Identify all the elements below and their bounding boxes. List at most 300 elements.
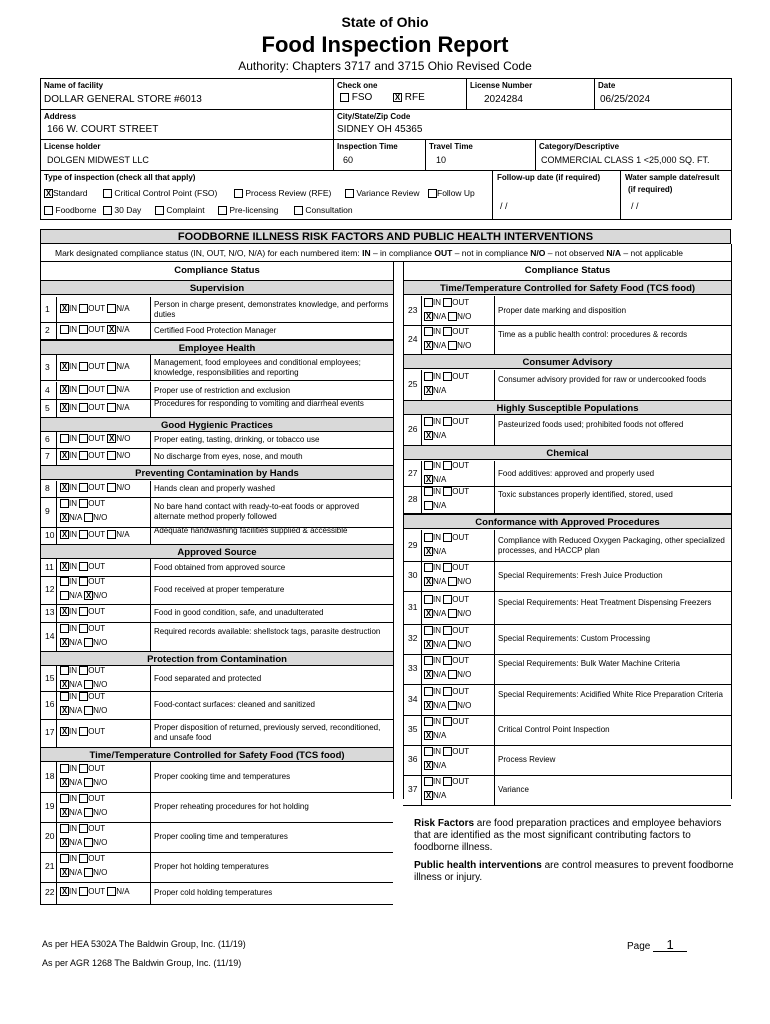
ccp-checkbox[interactable] xyxy=(103,189,112,198)
left-section-supervision: Supervision xyxy=(41,280,393,295)
item-36-in-checkbox[interactable] xyxy=(424,747,433,756)
item-35-description: Critical Control Point Inspection xyxy=(498,725,610,734)
item-3-out-label: OUT xyxy=(88,361,105,371)
item-6-in-checkbox[interactable] xyxy=(60,434,69,443)
item-17-out-label: OUT xyxy=(88,727,106,736)
item-16-description: Food-contact surfaces: cleaned and sanitized xyxy=(154,700,315,709)
left-section-approved: Approved Source xyxy=(41,544,393,559)
item-4-out-checkbox[interactable] xyxy=(79,385,88,394)
item-23-no-label: N/O xyxy=(457,311,472,321)
item-7-status xyxy=(60,451,130,460)
type-standard[interactable] xyxy=(44,188,88,198)
item-12-no-checkbox[interactable]: X xyxy=(85,591,92,601)
item-14-na-checkbox[interactable]: X xyxy=(61,637,68,647)
item-11-in-checkbox[interactable]: X xyxy=(61,561,68,571)
item-13-out-checkbox[interactable] xyxy=(79,607,88,616)
item-9-out-label: OUT xyxy=(88,499,106,508)
process-checkbox[interactable] xyxy=(234,189,243,198)
item-13-out-label: OUT xyxy=(88,607,106,616)
item-21-no-checkbox[interactable] xyxy=(84,868,93,877)
item-33-no-checkbox[interactable] xyxy=(448,670,457,679)
instr-out: OUT xyxy=(434,248,453,258)
item-10-na-checkbox[interactable] xyxy=(107,530,116,539)
item-25-in-checkbox[interactable] xyxy=(424,372,433,381)
item-28-description: Toxic substances properly identified, stored, used xyxy=(498,489,673,499)
type-follow[interactable] xyxy=(428,188,475,198)
type-complaint[interactable] xyxy=(155,205,205,215)
item-13-in-label: IN xyxy=(69,607,77,616)
risk-factors-note xyxy=(414,818,734,854)
item-24-no-checkbox[interactable] xyxy=(448,341,457,350)
item-14-status-1 xyxy=(60,624,105,633)
item-9-out-checkbox[interactable] xyxy=(79,499,88,508)
item-36-na-checkbox[interactable]: X xyxy=(425,761,432,771)
follow-checkbox[interactable] xyxy=(428,189,437,198)
item-37-number: 37 xyxy=(408,784,418,794)
item-16-na-checkbox[interactable]: X xyxy=(61,706,68,716)
item-18-no-checkbox[interactable] xyxy=(84,778,93,787)
item-29-in-checkbox[interactable] xyxy=(424,533,433,542)
item-14-in-checkbox[interactable] xyxy=(60,624,69,633)
item-24-description: Time as a public health control: procedures & records xyxy=(498,329,688,339)
license-label: License Number xyxy=(470,81,533,90)
process-label: Process Review (RFE) xyxy=(245,188,332,198)
item-33-no-label: N/O xyxy=(457,670,472,679)
item-6-status xyxy=(60,434,130,443)
item-10-status xyxy=(60,530,130,539)
item-13-in-checkbox[interactable]: X xyxy=(61,607,68,617)
item-29-out-label: OUT xyxy=(452,532,470,542)
item-25-out-checkbox[interactable] xyxy=(443,372,452,381)
item-24-na-checkbox[interactable]: X xyxy=(425,340,432,350)
item-36-out-checkbox[interactable] xyxy=(443,747,452,756)
fso-option[interactable] xyxy=(340,92,372,103)
date-value: 06/25/2024 xyxy=(600,94,651,105)
facility-label: Name of facility xyxy=(44,81,104,90)
travel-time-label: Travel Time xyxy=(429,142,473,151)
item-19-out-checkbox[interactable] xyxy=(79,794,88,803)
fso-checkbox[interactable] xyxy=(340,93,349,102)
item-1-na-checkbox[interactable] xyxy=(107,304,116,313)
item-6-in-label: IN xyxy=(69,434,77,443)
item-14-out-checkbox[interactable] xyxy=(79,624,88,633)
item-23-status-1 xyxy=(424,298,469,307)
item-10-in-checkbox[interactable]: X xyxy=(61,529,68,539)
item-1-in-checkbox[interactable]: X xyxy=(61,303,68,313)
thirty-checkbox[interactable] xyxy=(103,206,112,215)
follow-label: Follow Up xyxy=(437,188,475,198)
item-25-na-checkbox[interactable]: X xyxy=(425,386,432,396)
item-2-in-label: IN xyxy=(69,324,77,334)
item-14-no-label: N/O xyxy=(93,637,108,647)
item-18-out-label: OUT xyxy=(88,764,106,773)
item-16-status-2 xyxy=(60,706,107,715)
item-15-out-checkbox[interactable] xyxy=(79,666,88,675)
rfe-checkbox[interactable]: X xyxy=(394,92,401,102)
holder-value: DOLGEN MIDWEST LLC xyxy=(47,155,149,165)
item-12-out-checkbox[interactable] xyxy=(79,577,88,586)
complaint-label: Complaint xyxy=(166,205,205,215)
item-32-out-label: OUT xyxy=(452,626,470,635)
ph-bold: Public health interventions xyxy=(414,860,542,871)
item-25-in-label: IN xyxy=(433,372,441,381)
item-8-no-checkbox[interactable] xyxy=(107,483,116,492)
item-12-status-2 xyxy=(60,591,107,600)
item-25-out-label: OUT xyxy=(452,372,470,381)
item-9-no-checkbox[interactable] xyxy=(84,513,93,522)
item-27-number: 27 xyxy=(408,467,418,478)
item-19-no-checkbox[interactable] xyxy=(84,808,93,817)
item-26-number: 26 xyxy=(408,424,418,434)
item-20-no-checkbox[interactable] xyxy=(84,838,93,847)
type-30day[interactable] xyxy=(103,205,141,215)
item-23-na-label: N/A xyxy=(433,311,446,321)
item-15-no-checkbox[interactable] xyxy=(84,680,93,689)
footer-line-2: As per AGR 1268 The Baldwin Group, Inc. (11/19) xyxy=(42,958,242,968)
item-28-out-checkbox[interactable] xyxy=(443,487,452,496)
item-24-na-label: N/A xyxy=(433,340,446,350)
item-22-na-checkbox[interactable] xyxy=(107,887,116,896)
item-32-in-checkbox[interactable] xyxy=(424,626,433,635)
left-section-preventing: Preventing Contamination by Hands xyxy=(41,465,393,480)
item-30-out-checkbox[interactable] xyxy=(443,563,452,572)
item-31-in-label: IN xyxy=(433,594,441,604)
item-31-in-checkbox[interactable] xyxy=(424,595,433,604)
item-9-na-checkbox[interactable]: X xyxy=(61,513,68,523)
item-35-in-checkbox[interactable] xyxy=(424,717,433,726)
footer-line-1: As per HEA 5302A The Baldwin Group, Inc. (11/19) xyxy=(42,939,246,949)
item-32-status-1 xyxy=(424,626,469,635)
item-16-out-label: OUT xyxy=(88,692,106,701)
item-33-na-checkbox[interactable]: X xyxy=(425,670,432,680)
page-label: Page xyxy=(627,941,651,952)
item-8-in-checkbox[interactable]: X xyxy=(61,483,68,493)
item-18-na-label: N/A xyxy=(69,778,82,787)
item-20-in-checkbox[interactable] xyxy=(60,824,69,833)
item-32-no-checkbox[interactable] xyxy=(448,640,457,649)
item-20-out-checkbox[interactable] xyxy=(79,824,88,833)
item-37-out-checkbox[interactable] xyxy=(443,777,452,786)
item-25-description: Consumer advisory provided for raw or undercooked foods xyxy=(498,375,707,384)
item-3-na-checkbox[interactable] xyxy=(107,362,116,371)
item-16-in-checkbox[interactable] xyxy=(60,692,69,701)
item-21-in-checkbox[interactable] xyxy=(60,854,69,863)
item-15-na-checkbox[interactable]: X xyxy=(61,679,68,689)
item-32-out-checkbox[interactable] xyxy=(443,626,452,635)
item-30-status-2 xyxy=(424,577,471,586)
type-consultation[interactable] xyxy=(294,205,353,215)
item-34-na-checkbox[interactable]: X xyxy=(425,700,432,710)
item-30-in-label: IN xyxy=(433,563,441,572)
item-3-number: 3 xyxy=(45,361,50,372)
public-health-note xyxy=(414,860,734,884)
item-12-in-label: IN xyxy=(69,577,77,586)
type-prelicensing[interactable] xyxy=(218,205,279,215)
variance-label: Variance Review xyxy=(356,188,420,198)
item-22-out-checkbox[interactable] xyxy=(79,887,88,896)
rfe-label: RFE xyxy=(404,92,425,103)
prelic-checkbox[interactable] xyxy=(218,206,227,215)
item-17-out-checkbox[interactable] xyxy=(79,727,88,736)
item-32-na-label: N/A xyxy=(433,640,446,649)
item-6-no-checkbox[interactable]: X xyxy=(109,434,115,444)
variance-checkbox[interactable] xyxy=(345,189,354,198)
item-26-na-label: N/A xyxy=(433,431,447,440)
item-5-in-checkbox[interactable]: X xyxy=(61,402,68,412)
category-label: Category/Descriptive xyxy=(539,142,620,151)
type-foodborne[interactable] xyxy=(44,205,97,215)
item-30-na-label: N/A xyxy=(433,577,446,586)
item-10-description: Adequate handwashing facilities supplied & accessible xyxy=(154,525,348,535)
item-1-out-checkbox[interactable] xyxy=(79,304,88,313)
item-36-number: 36 xyxy=(408,754,418,764)
item-2-out-label: OUT xyxy=(88,324,105,334)
item-21-na-checkbox[interactable]: X xyxy=(61,868,68,878)
item-23-in-checkbox[interactable] xyxy=(424,298,433,307)
item-33-status-1 xyxy=(424,656,469,665)
item-34-number: 34 xyxy=(408,693,418,704)
item-33-na-label: N/A xyxy=(433,670,446,679)
item-8-out-checkbox[interactable] xyxy=(79,483,88,492)
address-value: 166 W. COURT STREET xyxy=(47,124,159,135)
left-section-employee_health: Employee Health xyxy=(41,340,393,355)
item-23-status-2 xyxy=(424,312,471,321)
item-32-status-2 xyxy=(424,640,471,649)
item-3-description: Management, food employees and conditional employees; knowledge, responsibilities and reporting xyxy=(154,357,361,377)
item-5-in-label: IN xyxy=(69,402,77,412)
item-23-out-checkbox[interactable] xyxy=(443,298,452,307)
item-4-out-label: OUT xyxy=(88,384,105,394)
item-2-out-checkbox[interactable] xyxy=(79,325,88,334)
thirty-label: 30 Day xyxy=(114,205,142,215)
item-16-out-checkbox[interactable] xyxy=(79,692,88,701)
item-23-no-checkbox[interactable] xyxy=(448,312,457,321)
item-35-in-label: IN xyxy=(433,717,441,726)
item-24-out-label: OUT xyxy=(452,326,470,336)
item-19-na-checkbox[interactable]: X xyxy=(61,808,68,818)
item-27-out-checkbox[interactable] xyxy=(443,461,452,470)
item-3-in-checkbox[interactable]: X xyxy=(61,361,68,371)
item-28-na-checkbox[interactable] xyxy=(424,501,433,510)
item-29-description: Compliance with Reduced Oxygen Packaging, other specialized processes, and HACCP plan xyxy=(498,535,725,555)
city-value: SIDNEY OH 45365 xyxy=(337,124,423,135)
followup-label: Follow-up date (if required) xyxy=(497,173,601,182)
item-11-description: Food obtained from approved source xyxy=(154,562,286,572)
item-28-status-2 xyxy=(424,501,446,510)
foodborne-checkbox[interactable] xyxy=(44,206,53,215)
item-27-in-checkbox[interactable] xyxy=(424,461,433,470)
item-23-na-checkbox[interactable]: X xyxy=(425,311,432,321)
item-31-number: 31 xyxy=(408,601,418,612)
item-34-in-label: IN xyxy=(433,686,441,696)
type-variance[interactable] xyxy=(345,188,420,198)
item-28-in-label: IN xyxy=(433,486,441,496)
rfe-option[interactable] xyxy=(393,92,425,103)
item-30-no-checkbox[interactable] xyxy=(448,577,457,586)
item-22-in-label: IN xyxy=(69,887,77,896)
risk-factors-banner: FOODBORNE ILLNESS RISK FACTORS AND PUBLIC HEALTH INTERVENTIONS xyxy=(40,229,731,244)
item-23-number: 23 xyxy=(408,304,418,315)
item-20-na-checkbox[interactable]: X xyxy=(61,838,68,848)
item-29-out-checkbox[interactable] xyxy=(443,533,452,542)
item-27-na-checkbox[interactable]: X xyxy=(425,474,432,484)
item-28-in-checkbox[interactable] xyxy=(424,487,433,496)
prelic-label: Pre-licensing xyxy=(229,205,279,215)
state-heading: State of Ohio xyxy=(341,14,429,30)
item-33-number: 33 xyxy=(408,663,418,673)
item-34-no-checkbox[interactable] xyxy=(448,701,457,710)
item-4-in-checkbox[interactable]: X xyxy=(61,384,68,394)
instructions xyxy=(55,248,683,258)
item-17-number: 17 xyxy=(45,727,55,737)
item-29-status-2 xyxy=(424,547,446,556)
item-33-description: Special Requirements: Bulk Water Machine Criteria xyxy=(498,659,680,668)
item-12-out-label: OUT xyxy=(88,577,106,586)
item-35-number: 35 xyxy=(408,724,418,734)
item-11-out-checkbox[interactable] xyxy=(79,562,88,571)
item-35-na-checkbox[interactable]: X xyxy=(425,731,432,741)
item-29-in-label: IN xyxy=(433,532,441,542)
item-31-no-label: N/O xyxy=(457,608,472,618)
item-24-in-label: IN xyxy=(433,326,441,336)
left-compliance-status: Compliance Status xyxy=(41,263,393,278)
item-37-in-checkbox[interactable] xyxy=(424,777,433,786)
item-37-status-1 xyxy=(424,777,469,786)
item-20-na-label: N/A xyxy=(69,838,82,847)
item-26-out-checkbox[interactable] xyxy=(443,417,452,426)
item-15-in-checkbox[interactable] xyxy=(60,666,69,675)
item-3-in-label: IN xyxy=(69,361,77,371)
type-process[interactable] xyxy=(234,188,331,198)
instr-na: N/A xyxy=(606,248,622,258)
item-2-in-checkbox[interactable] xyxy=(60,325,69,334)
item-11-in-label: IN xyxy=(69,561,77,571)
item-20-out-label: OUT xyxy=(88,824,106,833)
item-32-na-checkbox[interactable]: X xyxy=(425,640,432,650)
item-9-status-2 xyxy=(60,513,107,522)
item-30-no-label: N/O xyxy=(457,577,472,586)
item-4-na-checkbox[interactable] xyxy=(107,385,116,394)
item-16-no-checkbox[interactable] xyxy=(84,706,93,715)
item-2-description: Certified Food Protection Manager xyxy=(154,325,277,335)
item-34-no-label: N/O xyxy=(457,700,472,710)
item-26-na-checkbox[interactable]: X xyxy=(425,431,432,441)
item-12-number: 12 xyxy=(45,584,55,594)
item-33-in-checkbox[interactable] xyxy=(424,656,433,665)
item-3-out-checkbox[interactable] xyxy=(79,362,88,371)
item-16-no-label: N/O xyxy=(93,706,108,715)
item-5-status xyxy=(60,403,130,412)
item-34-in-checkbox[interactable] xyxy=(424,687,433,696)
standard-checkbox[interactable]: X xyxy=(45,189,52,199)
item-37-na-checkbox[interactable]: X xyxy=(425,791,432,801)
item-30-na-checkbox[interactable]: X xyxy=(425,577,432,587)
item-17-in-checkbox[interactable]: X xyxy=(61,727,68,737)
item-18-number: 18 xyxy=(45,771,55,781)
item-9-in-checkbox[interactable] xyxy=(60,499,69,508)
item-27-in-label: IN xyxy=(433,460,441,470)
item-31-na-label: N/A xyxy=(433,608,446,618)
item-27-out-label: OUT xyxy=(452,460,470,470)
item-7-in-checkbox[interactable]: X xyxy=(61,450,68,460)
item-25-number: 25 xyxy=(408,379,418,389)
item-2-na-checkbox[interactable]: X xyxy=(109,324,115,334)
item-34-out-checkbox[interactable] xyxy=(443,687,452,696)
item-6-out-checkbox[interactable] xyxy=(79,434,88,443)
item-30-in-checkbox[interactable] xyxy=(424,563,433,572)
item-18-in-checkbox[interactable] xyxy=(60,764,69,773)
item-12-in-checkbox[interactable] xyxy=(60,577,69,586)
consult-checkbox[interactable] xyxy=(294,206,303,215)
instr-no-text: – not observed xyxy=(545,248,607,258)
item-24-out-checkbox[interactable] xyxy=(443,327,452,336)
item-31-description: Special Requirements: Heat Treatment Dispensing Freezers xyxy=(498,597,712,607)
item-14-no-checkbox[interactable] xyxy=(84,638,93,647)
item-7-out-checkbox[interactable] xyxy=(79,451,88,460)
item-5-na-checkbox[interactable] xyxy=(107,403,116,412)
item-11-number: 11 xyxy=(45,561,54,572)
item-30-status-1 xyxy=(424,563,469,572)
item-24-in-checkbox[interactable] xyxy=(424,327,433,336)
complaint-checkbox[interactable] xyxy=(155,206,164,215)
item-18-in-label: IN xyxy=(69,764,77,773)
type-ccp[interactable] xyxy=(103,188,217,198)
item-1-in-label: IN xyxy=(69,303,77,313)
facility-value: DOLLAR GENERAL STORE #6013 xyxy=(44,94,202,105)
item-37-na-label: N/A xyxy=(433,791,447,800)
item-22-in-checkbox[interactable]: X xyxy=(61,887,68,897)
item-14-description: Required records available: shellstock tags, parasite destruction xyxy=(154,626,381,636)
item-30-description: Special Requirements: Fresh Juice Production xyxy=(498,571,663,580)
item-34-status-2 xyxy=(424,701,471,710)
item-31-na-checkbox[interactable]: X xyxy=(425,608,432,618)
item-31-out-checkbox[interactable] xyxy=(443,595,452,604)
item-1-status xyxy=(60,304,130,313)
item-12-no-label: N/O xyxy=(93,591,108,600)
item-31-no-checkbox[interactable] xyxy=(448,609,457,618)
item-9-na-label: N/A xyxy=(69,513,82,522)
item-18-na-checkbox[interactable]: X xyxy=(61,778,68,788)
item-7-no-checkbox[interactable] xyxy=(107,451,116,460)
right-section-consumer: Consumer Advisory xyxy=(404,354,731,369)
item-1-na-label: N/A xyxy=(116,303,130,313)
item-19-in-checkbox[interactable] xyxy=(60,794,69,803)
item-18-out-checkbox[interactable] xyxy=(79,764,88,773)
item-22-status xyxy=(60,887,130,896)
item-6-number: 6 xyxy=(45,434,50,444)
item-32-in-label: IN xyxy=(433,626,441,635)
left-section-tcs: Time/Temperature Controlled for Safety Food (TCS food) xyxy=(41,747,393,762)
item-21-out-checkbox[interactable] xyxy=(79,854,88,863)
item-35-status-1 xyxy=(424,717,469,726)
inspection-time-value: 60 xyxy=(343,155,354,165)
item-32-number: 32 xyxy=(408,633,418,643)
item-5-out-checkbox[interactable] xyxy=(79,403,88,412)
item-12-na-checkbox[interactable] xyxy=(60,591,69,600)
item-33-out-checkbox[interactable] xyxy=(443,656,452,665)
item-35-out-checkbox[interactable] xyxy=(443,717,452,726)
item-5-na-label: N/A xyxy=(116,402,130,412)
item-34-na-label: N/A xyxy=(433,700,446,710)
instr-in-text: – in compliance xyxy=(370,248,435,258)
item-26-in-checkbox[interactable] xyxy=(424,417,433,426)
item-10-out-checkbox[interactable] xyxy=(79,530,88,539)
item-9-no-label: N/O xyxy=(93,513,108,522)
item-10-out-label: OUT xyxy=(88,529,105,539)
item-27-description: Food additives: approved and properly used xyxy=(498,468,655,478)
item-29-na-checkbox[interactable]: X xyxy=(425,546,432,556)
item-21-out-label: OUT xyxy=(88,854,106,863)
